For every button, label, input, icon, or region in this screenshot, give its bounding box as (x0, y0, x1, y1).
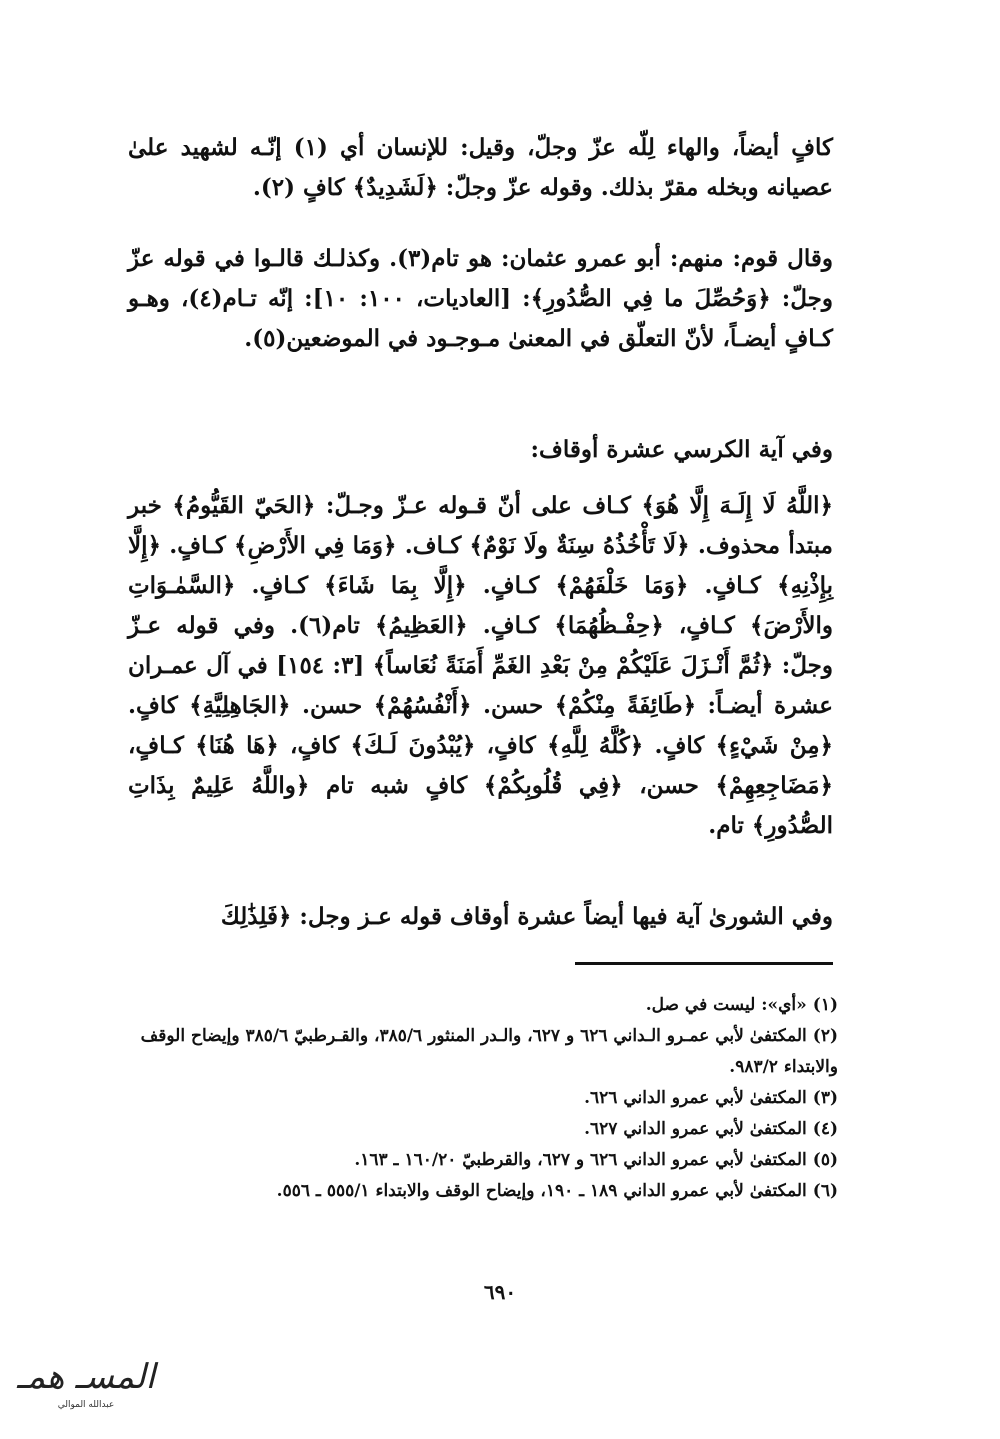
footnote-text: المكتفىٰ لأبي عمـرو الـداني ٦٢٦ و ٦٢٧، والـدر المنثور ٣٨٥/٦، والقـرطبيّ ٣٨٥/٦ وإيضاح الوقف والابتداء ٩٨٣/٢. (140, 1026, 838, 1077)
footnote-separator (575, 962, 833, 965)
paragraph-5: وفي الشورىٰ آية فيها أيضاً عشرة أوقاف قوله عـز وجل: ﴿فَلِذَٰلِكَ (220, 903, 833, 930)
stamp-caption: عبدالله الموالي (57, 1400, 115, 1410)
footnote-4 (128, 1114, 838, 1145)
library-stamp-logo (10, 1355, 162, 1427)
footnote-2 (128, 1021, 838, 1083)
footnote-text: المكتفىٰ لأبي عمرو الداني ١٨٩ ـ ١٩٠، وإيضاح الوقف والابتداء ٥٥٥/١ ـ ٥٥٦. (276, 1181, 807, 1201)
footnote-number: (٢) (812, 1026, 838, 1046)
footnote-text: المكتفىٰ لأبي عمرو الداني ٦٢٦ و ٦٢٧، والقرطبيّ ١٦٠/٢٠ ـ ١٦٣. (354, 1150, 807, 1170)
footnote-number: (٤) (812, 1119, 838, 1139)
footnote-text: المكتفىٰ لأبي عمرو الداني ٦٢٧. (584, 1119, 807, 1139)
paragraph-1: كافٍ أيضاً، والهاء لِلّه عزّ وجلّ، وقيل: للإنسان أي (١) إنّـه لشهيد علىٰ عصيانه وبخله مقرّ بذلك. وقوله عزّ وجلّ: ﴿لَشَدِيدٌ﴾ كافٍ (٢). (128, 134, 833, 201)
footnotes-list (128, 990, 838, 1207)
paragraph-4: ﴿اللَّهُ لَا إِلَـهَ إِلَّا هُوَ﴾ كـاف على أنّ قـوله عـزّ وجـلّ: ﴿الحَيّ القَيُّومُ﴾ خبر مبتدأ محذوف. ﴿لَا تَأْخُذُهُ سِنَةٌ ولَا نَوْمٌ﴾ كـاف. ﴿وَمَا فِي الأَرْضِ﴾ كـافٍ. ﴿إِلَّا بِإِذْنِهِ﴾ كـافٍ. ﴿وَمَا خَلْفَهُمْ﴾ كـافٍ. ﴿إِلَّا بِمَا شَاءَ﴾ كـافٍ. ﴿السَّمٰـوَاتِ والأَرْضَ﴾ كـافٍ، ﴿حِفْـظُهُمَا﴾ كـافٍ. ﴿العَظِيمُ﴾ تام(٦). وفي قوله عـزّ وجلّ: ﴿ثُمَّ أَنْـزَلَ عَلَيْكُمْ مِنْ بَعْدِ الغَمِّ أَمَنَةً نُعَاساً﴾ [٣: ١٥٤] في آل عمـران عشرة أيضـاً: ﴿طَائِفَةً مِنْكُمْ﴾ حسن. ﴿أَنْفُسُهُمْ﴾ حسن. ﴿الجَاهِلِيَّةِ﴾ كافٍ. ﴿مِنْ شَيْءٍ﴾ كافٍ. ﴿كُلَّهُ لِلَّهِ﴾ كافٍ، ﴿يُبْدُونَ لَـكَ﴾ كافٍ، ﴿هَا هُنَا﴾ كـافٍ، ﴿مَضَاجِعِهِمْ﴾ حسن، ﴿فِي قُلُوبِكُمْ﴾ كافٍ شبه تام ﴿واللَّهُ عَلِيمٌ بِذَاتِ الصُّدُورِ﴾ تام. (128, 492, 834, 839)
footnote-number: (٥) (812, 1150, 838, 1170)
footnote-text: «أي»: ليست في صل. (645, 995, 807, 1015)
footnote-number: (١) (812, 995, 838, 1015)
paragraph-2: وقال قوم: منهم: أبو عمرو عثمان: هو تام(٣). وكذلـك قالـوا في قوله عزّ وجلّ: ﴿وَحُصِّلَ ما فِي الصُّدُورِ﴾: [العاديات، ١٠٠: ١٠]: إنّه تـام(٤)، وهـو كـافٍ أيضـاً، لأنّ التعلّق في المعنىٰ مـوجـود في الموضعين(٥). (128, 245, 833, 352)
footnote-number: (٣) (812, 1088, 838, 1108)
footnote-6 (128, 1176, 838, 1207)
footnote-3 (128, 1083, 838, 1114)
footnote-1 (128, 990, 838, 1021)
paragraph-3-heading: وفي آية الكرسي عشرة أوقاف: (530, 436, 833, 463)
footnote-text: المكتفىٰ لأبي عمرو الداني ٦٢٦. (584, 1088, 807, 1108)
footnote-5 (128, 1145, 838, 1176)
stamp-calligraphy: المسـ همـ (16, 1357, 156, 1397)
page-number: ٦٩٠ (483, 1280, 517, 1304)
footnote-number: (٦) (812, 1181, 838, 1201)
